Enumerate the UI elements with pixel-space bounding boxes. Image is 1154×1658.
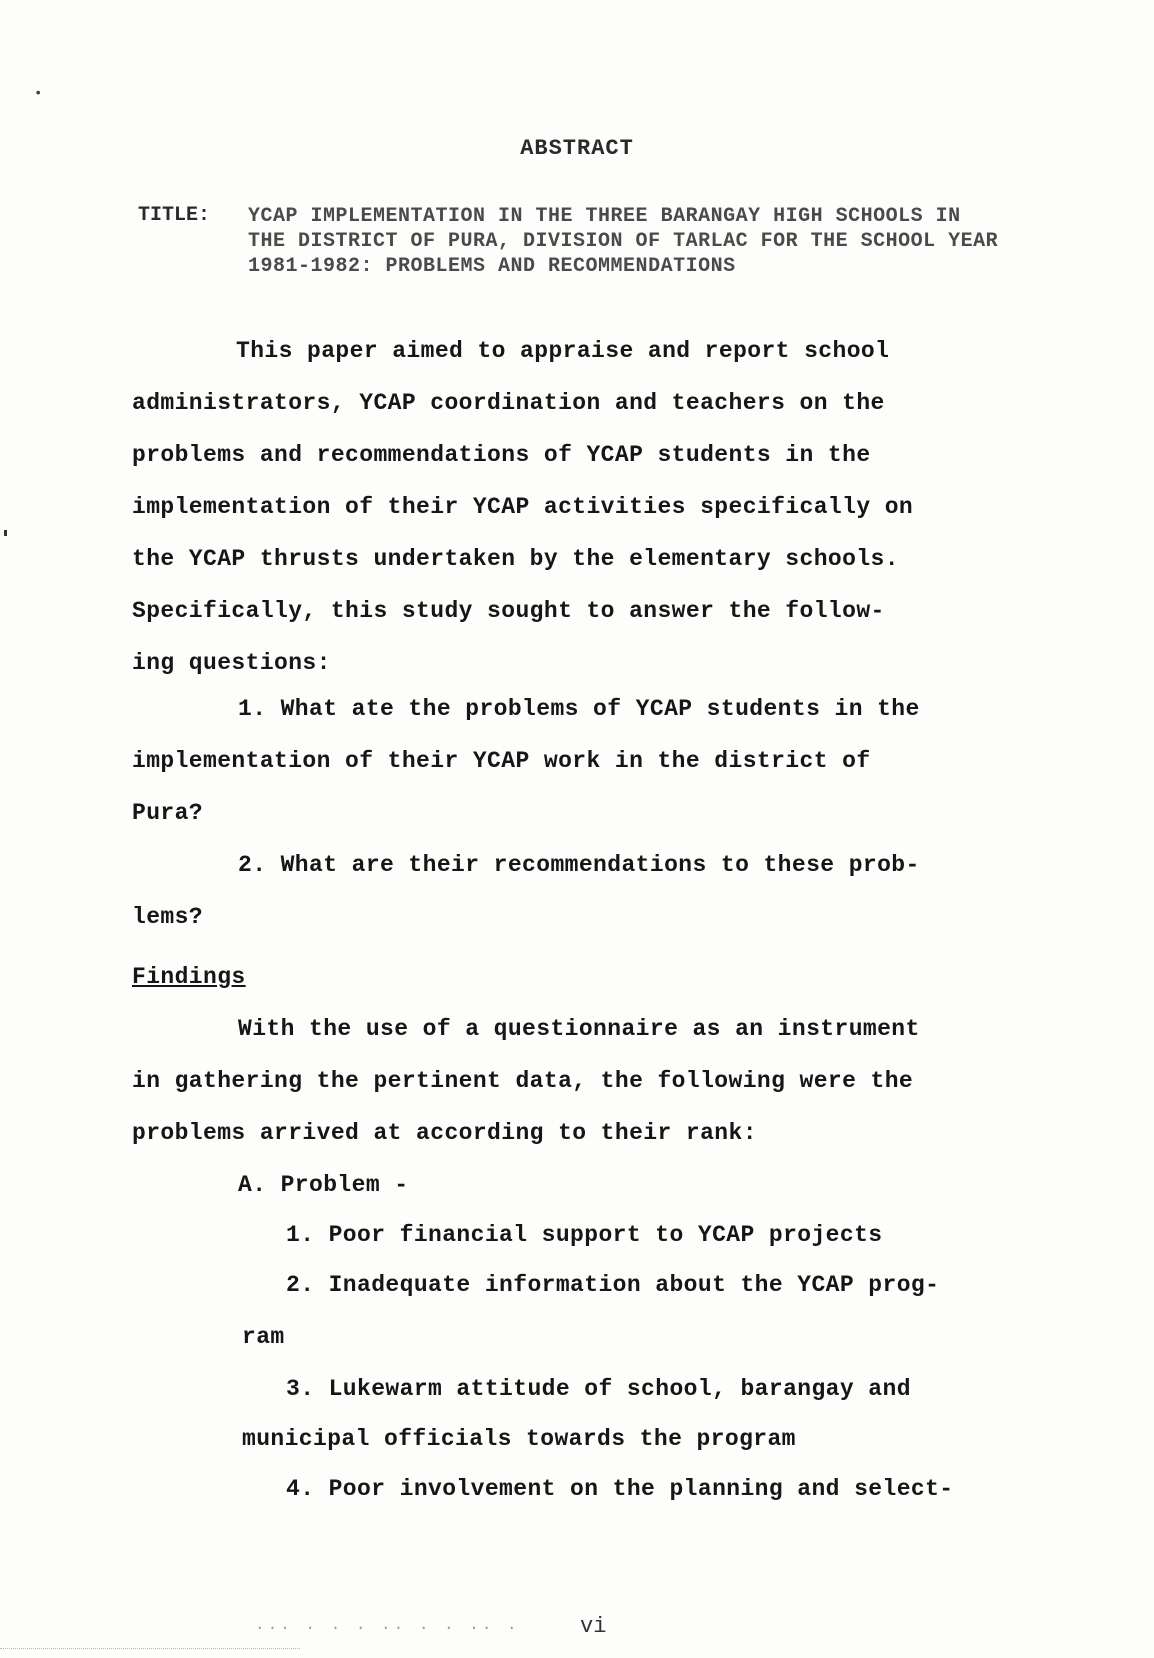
title-label: TITLE: <box>138 204 211 227</box>
scan-noise: ... . . . .. . . .. . <box>255 1616 520 1634</box>
problem-item: 2. Inadequate information about the YCAP prog- <box>286 1272 940 1298</box>
title-text: YCAP IMPLEMENTATION IN THE THREE BARANGAY HIGH SCHOOLS IN THE DISTRICT OF PURA, DIVISION OF TARLAC FOR THE SCHOOL YEAR 1981-1982: PROBLEMS AND RECOMMENDATIONS <box>248 205 999 278</box>
paragraph-line: With the use of a questionnaire as an instrument <box>238 1016 920 1042</box>
paragraph-line: implementation of their YCAP activities specifically on <box>132 494 914 520</box>
scan-bottom-strip <box>0 1648 300 1651</box>
problem-item: 1. Poor financial support to YCAP projects <box>286 1222 883 1248</box>
problem-item: municipal officials towards the program <box>242 1426 796 1452</box>
problem-item: 4. Poor involvement on the planning and select- <box>286 1476 954 1502</box>
paragraph-line: problems and recommendations of YCAP students in the <box>132 442 871 468</box>
findings-heading: Findings <box>132 964 246 990</box>
paragraph-line: in gathering the pertinent data, the following were the <box>132 1068 914 1094</box>
scan-speck: • <box>34 86 43 102</box>
scan-edge-mark <box>4 530 7 536</box>
question-line: Pura? <box>132 800 204 826</box>
paragraph-line: ing questions: <box>132 650 331 676</box>
question-line: implementation of their YCAP work in the district of <box>132 748 871 774</box>
question-line: 1. What ate the problems of YCAP students in the <box>238 696 920 722</box>
problem-item: 3. Lukewarm attitude of school, barangay and <box>286 1376 911 1402</box>
problem-heading: A. Problem - <box>238 1172 409 1198</box>
page-number: vi <box>580 1614 607 1639</box>
problem-item: ram <box>242 1324 285 1350</box>
paragraph-line: This paper aimed to appraise and report school <box>236 338 890 364</box>
paragraph-line: problems arrived at according to their rank: <box>132 1120 757 1146</box>
question-line: lems? <box>132 904 204 930</box>
abstract-heading: ABSTRACT <box>520 136 634 161</box>
question-line: 2. What are their recommendations to these prob- <box>238 852 920 878</box>
paragraph-line: the YCAP thrusts undertaken by the elementary schools. <box>132 546 899 572</box>
paragraph-line: administrators, YCAP coordination and teachers on the <box>132 390 885 416</box>
paragraph-line: Specifically, this study sought to answer the follow- <box>132 598 885 624</box>
